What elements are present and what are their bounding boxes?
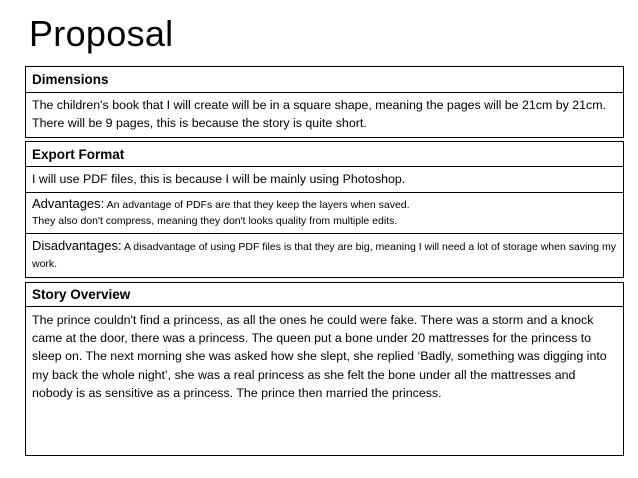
export-format-text: I will use PDF files, this is because I will be mainly using Photoshop. [26,166,623,192]
disadvantages-text: A disadvantage of using PDF files is that they are big, meaning I will need a lot of storage when saving my work. [32,241,616,270]
disadvantages-label: Disadvantages: [32,238,122,253]
dimensions-text: The children's book that I will create will be in a square shape, meaning the pages will be 21cm by 21cm. There will be 9 pages, this is because the story is quite short. [26,92,623,137]
dimensions-section [25,66,624,138]
disadvantages-section [26,233,623,277]
export-format-section [25,141,624,278]
advantages-text-line2: They also don't compress, meaning they don't looks quality from multiple edits. [32,215,398,227]
dimensions-heading: Dimensions [32,72,109,87]
story-overview-text: The prince couldn't find a princess, as all the ones he could were fake. There was a storm and a knock came at the door, there was a princess. The queen put a bone under 20 mattresses for the princess to sleep on. The next morning she was asked how she slept, she replied ‘Badly, something was digging into my back the whole night’, she was a real princess as she felt the bone under all the mattresses and nobody is as sensitive as a princess. The prince then married the princess. [26,306,623,455]
story-overview-heading: Story Overview [32,287,131,302]
advantages-text-line1: An advantage of PDFs are that they keep the layers when saved. [104,199,410,211]
advantages-label: Advantages: [32,196,105,211]
advantages-section [26,192,623,233]
export-format-heading: Export Format [32,146,125,162]
page-title: Proposal [29,13,174,54]
story-overview-section [25,282,624,456]
